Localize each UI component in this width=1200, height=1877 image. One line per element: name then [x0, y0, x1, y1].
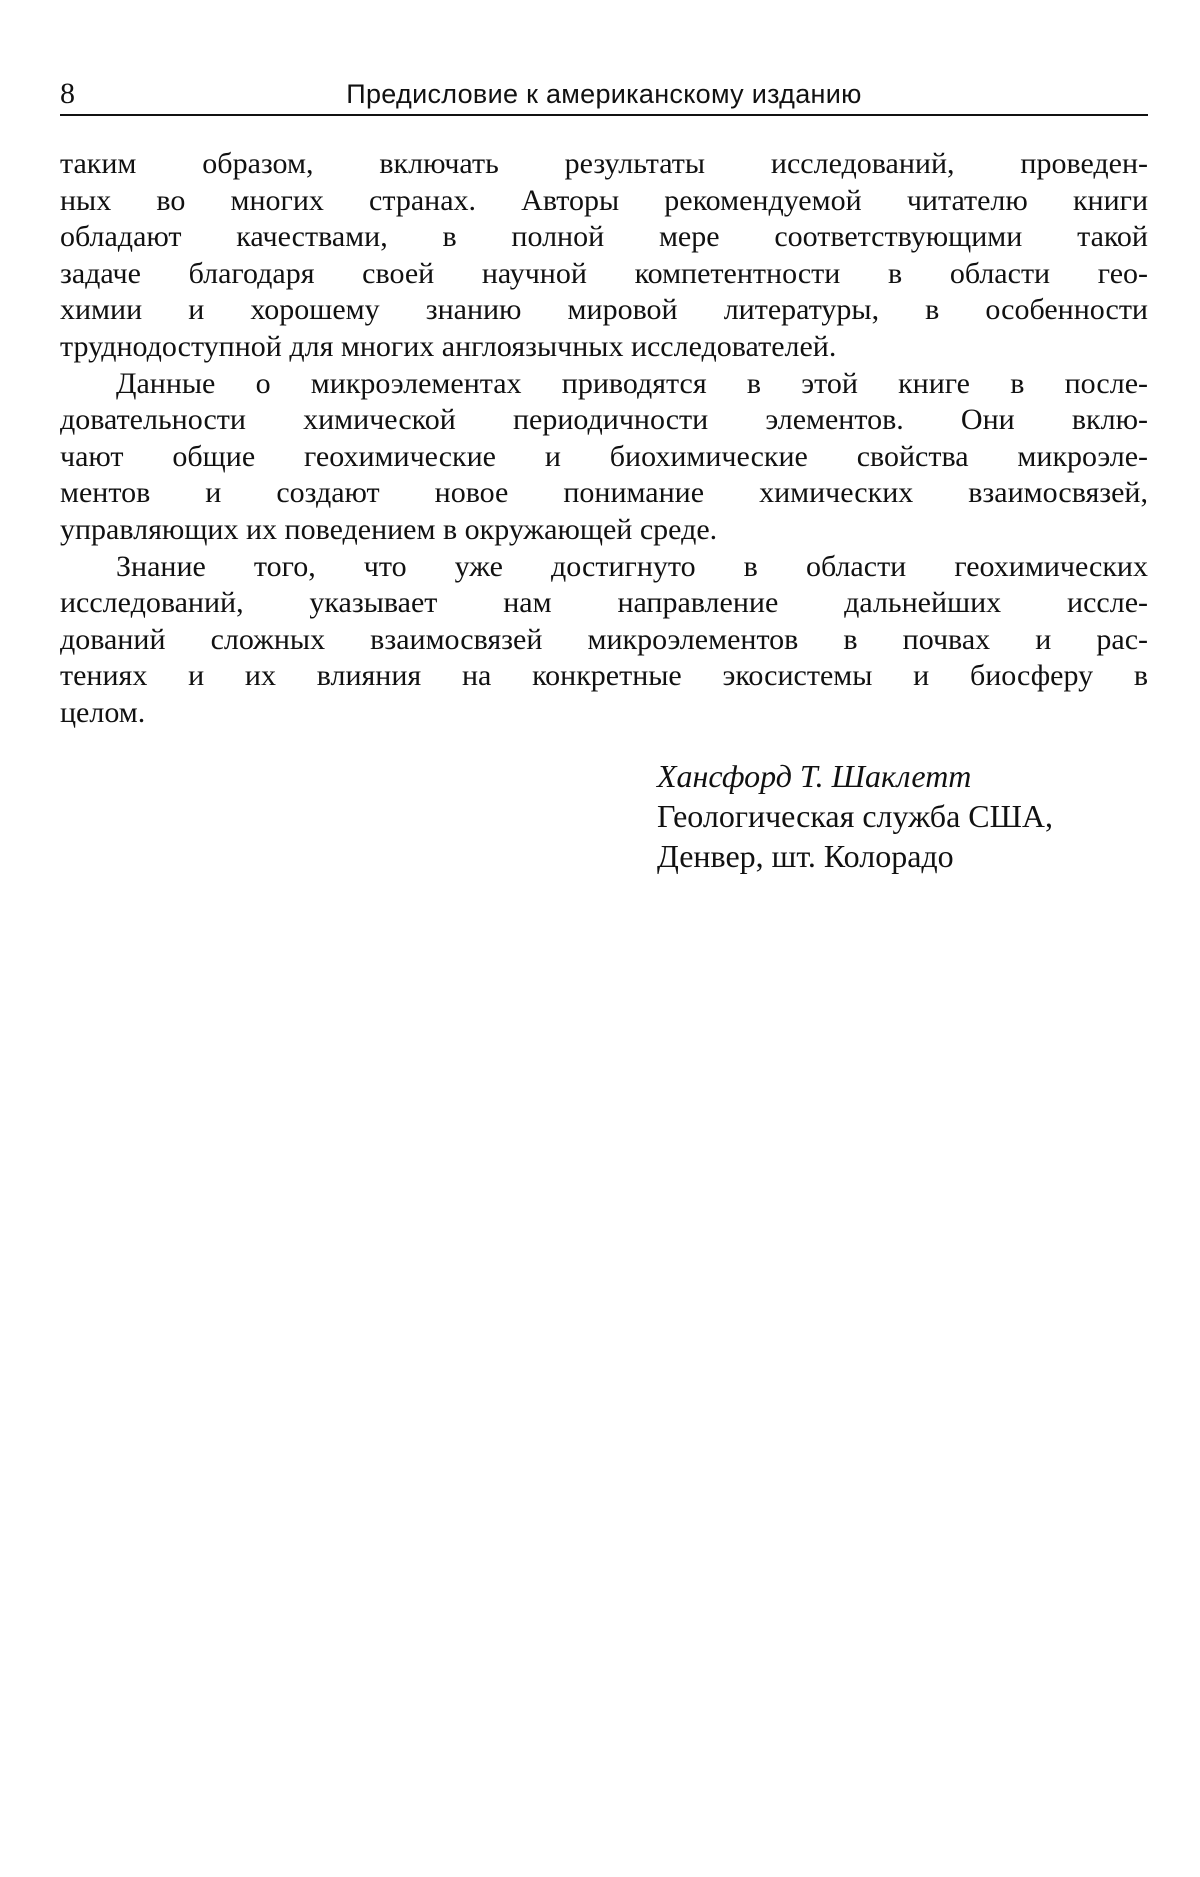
text-line: обладают качествами, в полной мере соответствующими такой [60, 220, 1148, 254]
text-line: Знание того, что уже достигнуто в области геохимических [116, 549, 1148, 583]
text-line: дований сложных взаимосвязей микроэлементов в почвах и рас- [60, 622, 1148, 656]
signature-location: Денвер, шт. Колорадо [657, 838, 954, 874]
paragraph-2 [60, 366, 1148, 549]
text-line: тениях и их влияния на конкретные экосистемы и биосферу в [60, 659, 1148, 693]
paragraph-3 [60, 549, 1148, 732]
text-line: ментов и создают новое понимание химических взаимосвязей, [60, 476, 1148, 510]
text-line: целом. [60, 695, 146, 729]
text-line: довательности химической периодичности элементов. Они вклю- [60, 403, 1148, 437]
running-head [60, 74, 1148, 114]
text-line: чают общие геохимические и биохимические свойства микроэле- [60, 439, 1148, 473]
header-rule [60, 114, 1148, 116]
paragraph-1 [60, 146, 1148, 366]
text-line: задаче благодаря своей научной компетентности в области гео- [60, 256, 1148, 290]
text-line: Данные о микроэлементах приводятся в этой книге в после- [116, 366, 1148, 400]
text-line: труднодоступной для многих англоязычных исследователей. [60, 329, 837, 363]
signature-author: Хансфорд Т. Шаклетт [657, 758, 972, 794]
text-line: управляющих их поведением в окружающей среде. [60, 512, 718, 546]
signature-block [657, 756, 1053, 876]
running-title: Предисловие к американскому изданию [346, 79, 862, 109]
page-number: 8 [60, 77, 75, 110]
text-line: ных во многих странах. Авторы рекомендуемой читателю книги [60, 183, 1148, 217]
body-text [60, 146, 1148, 732]
signature-affiliation: Геологическая служба США, [657, 798, 1053, 834]
text-line: исследований, указывает нам направление дальнейших иссле- [60, 586, 1148, 620]
text-line: таким образом, включать результаты исследований, проведен- [60, 147, 1148, 180]
text-line: химии и хорошему знанию мировой литературы, в особенности [60, 293, 1148, 327]
